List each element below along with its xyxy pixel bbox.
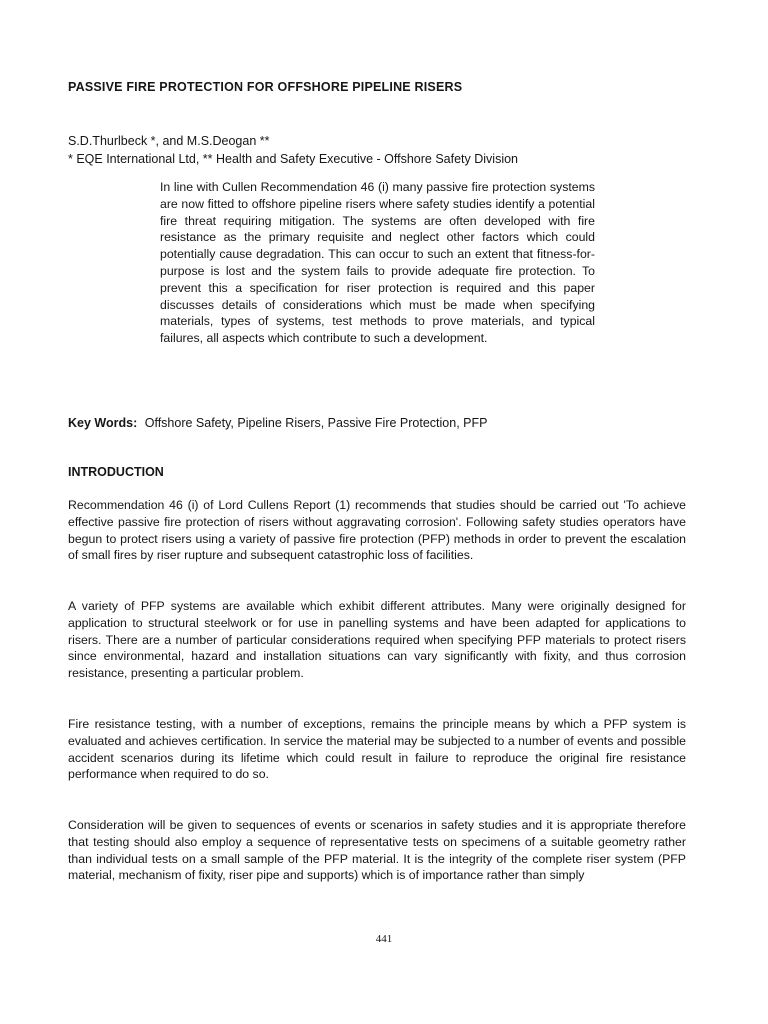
affiliations-line: * EQE International Ltd, ** Health and Safety Executive - Offshore Safety Division	[68, 152, 519, 166]
section-heading: INTRODUCTION	[68, 465, 164, 479]
keywords-text: Offshore Safety, Pipeline Risers, Passive Fire Protection, PFP	[144, 416, 488, 430]
body-paragraph: A variety of PFP systems are available which exhibit different attributes. Many were originally designed for application to structural steelwork or for use in panelling systems and have been adapted for applications to risers. There are a number of particular considerations required when specifying PFP materials to protect risers since environmental, hazard and installation situations can vary significantly with fixity, and thus corrosion resistance, presenting a particular problem.	[68, 599, 686, 681]
keywords	[68, 416, 487, 430]
authors-line: S.D.Thurlbeck *, and M.S.Deogan **	[68, 134, 270, 148]
keywords-label: Key Words:	[68, 416, 138, 430]
author-block	[68, 132, 518, 168]
abstract: In line with Cullen Recommendation 46 (i) many passive fire protection systems are now fitted to offshore pipeline risers where safety studies identify a potential fire threat requiring mitigation. The systems are often developed with fire resistance as the primary requisite and neglect other factors which could potentially cause degradation. This can occur to such an extent that fitness-for-purpose is lost and the system fails to provide adequate fire protection. To prevent this a specification for riser protection is required and this paper discusses details of considerations which must be made when specifying materials, types of systems, test methods to prove materials, and typical failures, all aspects which contribute to such a development.	[160, 180, 595, 346]
page-number: 441	[375, 933, 393, 945]
body-paragraph: Consideration will be given to sequences of events or scenarios in safety studies and it is appropriate therefore that testing should also employ a sequence of representative tests on specimens of a suitable geometry rather than individual tests on a small sample of the PFP material. It is the integrity of the complete riser system (PFP material, mechanism of fixity, riser pipe and supports) which is of importance rather than simply	[68, 818, 686, 883]
body-paragraph: Recommendation 46 (i) of Lord Cullens Report (1) recommends that studies should be carried out 'To achieve effective passive fire protection of risers without aggravating corrosion'. Following safety studies operators have begun to protect risers using a variety of passive fire protection (PFP) methods in order to prevent the escalation of small fires by riser rupture and subsequent catastrophic loss of facilities.	[68, 498, 686, 563]
body-paragraph: Fire resistance testing, with a number of exceptions, remains the principle means by which a PFP system is evaluated and achieves certification. In service the material may be subjected to a number of events and possible accident scenarios during its lifetime which could result in failure to reproduce the original fire resistance performance when required to do so.	[68, 717, 686, 782]
paper-title: PASSIVE FIRE PROTECTION FOR OFFSHORE PIPELINE RISERS	[68, 80, 463, 94]
